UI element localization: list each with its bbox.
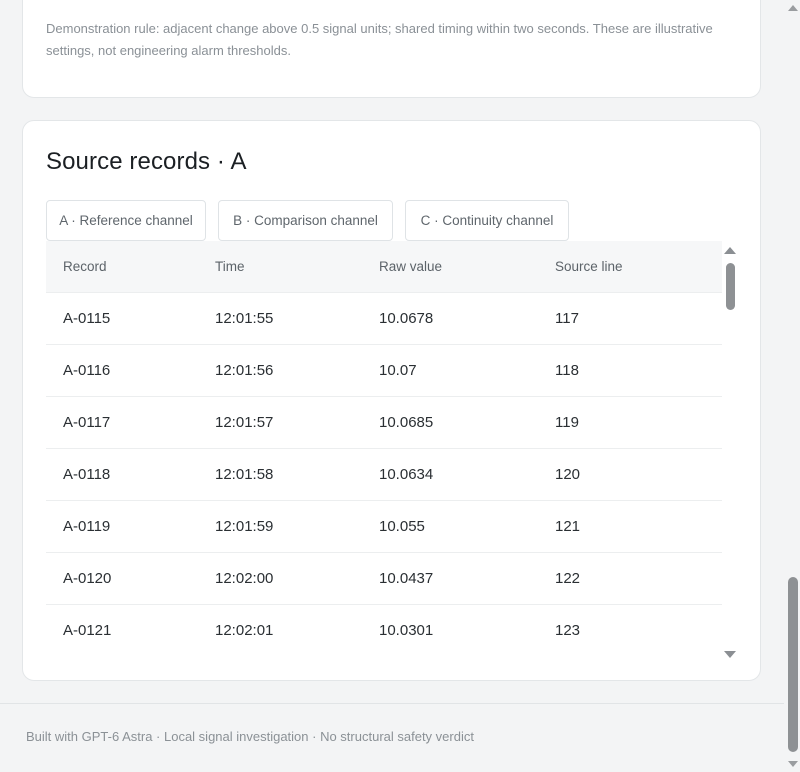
- cell-record: A-0120: [63, 570, 112, 587]
- footer-divider: [0, 703, 784, 704]
- cell-raw-value: 10.055: [379, 518, 425, 535]
- cell-raw-value: 10.0437: [379, 570, 434, 587]
- cell-record: A-0115: [63, 310, 111, 327]
- cell-record: A-0116: [63, 362, 111, 379]
- cell-time: 12:01:56: [215, 362, 274, 379]
- cell-time: 12:02:00: [215, 570, 274, 587]
- cell-time: 12:01:58: [215, 466, 274, 483]
- cell-source-line: 118: [555, 362, 579, 379]
- demonstration-rule-note: Demonstration rule: adjacent change above 0.5 signal units; shared timing within two seconds. These are illustrative settings, not engineering alarm thresholds.: [46, 21, 713, 58]
- table-scrollbar-thumb[interactable]: [726, 263, 735, 310]
- table-row: [46, 448, 722, 500]
- table-scrollbar[interactable]: [723, 241, 737, 651]
- page-scrollbar[interactable]: [786, 0, 800, 772]
- tab-comparison-channel[interactable]: B · Comparison channel: [218, 200, 393, 241]
- table-row: [46, 344, 722, 396]
- column-header-record: Record: [63, 259, 107, 274]
- table-row: [46, 552, 722, 604]
- tab-reference-channel[interactable]: A · Reference channel: [46, 200, 206, 241]
- cell-time: 12:02:01: [215, 622, 274, 639]
- footer-text: Built with GPT-6 Astra · Local signal investigation · No structural safety verdict: [26, 729, 474, 744]
- cell-source-line: 122: [555, 570, 581, 587]
- cell-record: A-0119: [63, 518, 111, 535]
- column-header-source-line: Source line: [555, 259, 623, 274]
- source-records-card: [22, 120, 761, 681]
- cell-raw-value: 10.0634: [379, 466, 434, 483]
- cell-time: 12:01:57: [215, 414, 274, 431]
- table-row: [46, 396, 722, 448]
- cell-raw-value: 10.0301: [379, 622, 434, 639]
- tab-continuity-channel[interactable]: C · Continuity channel: [405, 200, 569, 241]
- cell-source-line: 120: [555, 466, 581, 483]
- cell-source-line: 121: [555, 518, 581, 535]
- page-scrollbar-thumb[interactable]: [788, 577, 798, 752]
- triangle-down-icon[interactable]: [724, 651, 736, 658]
- table-row: [46, 500, 722, 552]
- cell-source-line: 123: [555, 622, 581, 639]
- section-title: Source records · A: [46, 148, 247, 175]
- cell-raw-value: 10.0678: [379, 310, 434, 327]
- triangle-down-icon[interactable]: [788, 761, 798, 767]
- triangle-up-icon[interactable]: [788, 5, 798, 11]
- cell-record: A-0117: [63, 414, 111, 431]
- column-header-raw-value: Raw value: [379, 259, 443, 274]
- records-table: [46, 241, 722, 651]
- cell-time: 12:01:55: [215, 310, 274, 327]
- cell-source-line: 117: [555, 310, 579, 327]
- cell-raw-value: 10.0685: [379, 414, 434, 431]
- table-row: [46, 604, 722, 651]
- triangle-up-icon[interactable]: [724, 247, 736, 254]
- cell-time: 12:01:59: [215, 518, 274, 535]
- table-row: [46, 292, 722, 344]
- table-header: [46, 241, 722, 292]
- cell-record: A-0118: [63, 466, 111, 483]
- rule-card: [22, 0, 761, 98]
- cell-raw-value: 10.07: [379, 362, 417, 379]
- cell-record: A-0121: [63, 622, 112, 639]
- cell-source-line: 119: [555, 414, 579, 431]
- column-header-time: Time: [215, 259, 245, 274]
